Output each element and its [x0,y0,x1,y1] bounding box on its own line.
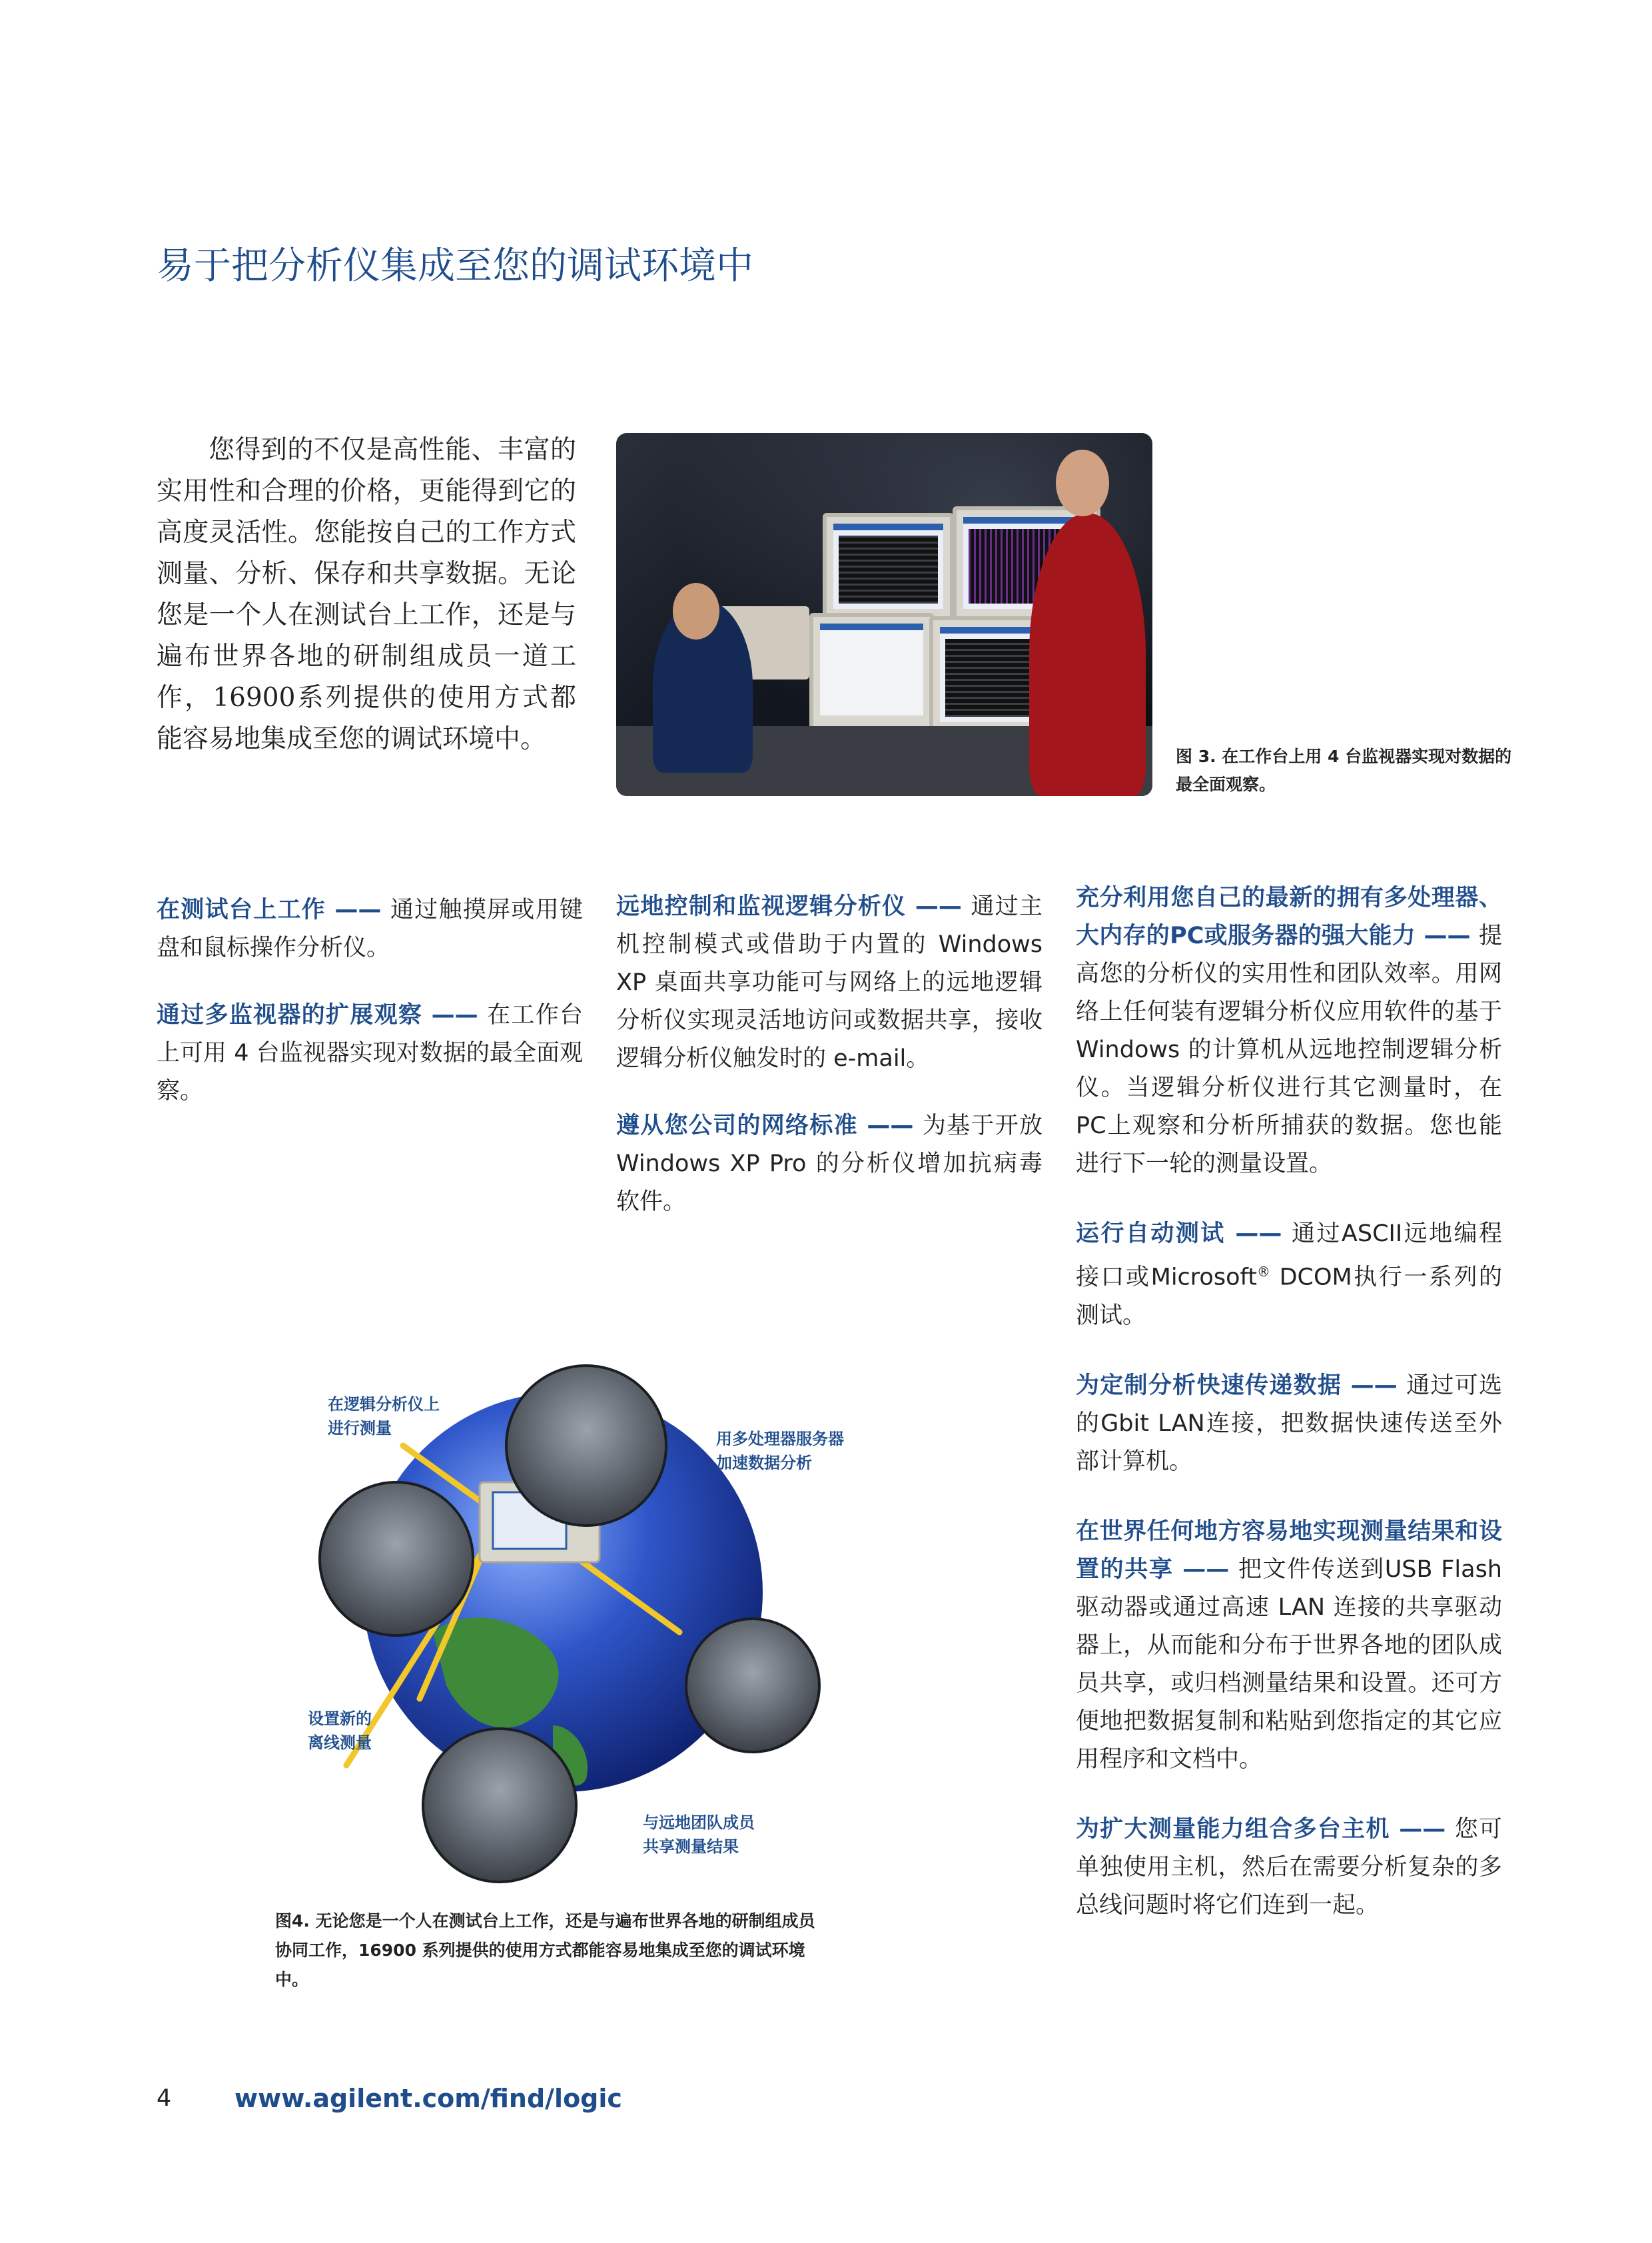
label-share [643,1811,755,1859]
figure3-caption: 图 3. 在工作台上用 4 台监视器实现对数据的最全面观察。 [1176,747,1512,794]
intro-paragraph [157,430,576,760]
feature-multi-monitor [157,997,583,1111]
footer-url[interactable]: www.agilent.com/find/logic [234,2084,622,2113]
figure3-photo [616,433,1152,796]
feature-text: 在工作台上可用 4 台监视器实现对数据的最全面观察。 [157,1002,583,1105]
feature-text: 提高您的分析仪的实用性和团队效率。用网络上任何装有逻辑分析仪应用软件的基于 Windows 的计算机从远地控制逻辑分析仪。当逻辑分析仪进行其它测量时，在PC上观察和分析所捕获的数据。您也能进行下一轮的测量设置。 [1076,923,1502,1177]
monitor-top-left [823,513,954,628]
feature-lead: 运行自动测试 —— [1076,1220,1292,1247]
label-line: 离线测量 [308,1733,372,1752]
engineer-standing-head [1056,450,1109,516]
monitor-bottom-left [809,613,934,734]
label-line: 与远地团队成员 [643,1813,755,1832]
registered-mark: ® [1256,1264,1270,1280]
label-line: 进行测量 [328,1419,392,1438]
feature-lead: 遵从您公司的网络标准 —— [616,1113,923,1139]
column-2 [616,888,1042,1250]
feature-text: 为基于开放 Windows XP Pro 的分析仪增加抗病毒软件。 [616,1113,1042,1215]
label-line: 设置新的 [308,1709,372,1728]
label-offline [308,1707,372,1755]
intro-text: 您得到的不仅是高性能、丰富的实用性和合理的价格，更能得到它的高度灵活性。您能按自己的工作方式测量、分析、保存和共享数据。无论您是一个人在测试台上工作，还是与遍布世界各地的研制组成员一道工作，16900系列提供的使用方式都能容易地集成至您的调试环境中。 [157,435,576,754]
figure4-diagram [266,1352,866,1885]
feature-text: 通过ASCII远地编程接口或Microsoft [1076,1220,1502,1291]
feature-lead: 为扩大测量能力组合多台主机 —— [1076,1815,1455,1843]
page-number: 4 [157,2085,172,2112]
feature-lead: 在世界任何地方容易地实现测量结果和设置的共享 —— [1076,1518,1502,1583]
feature-text: 通过主机控制模式或借助于内置的 Windows XP 桌面共享功能可与网络上的远地逻辑分析仪实现灵活地访问或数据共享，接收逻辑分析仪触发时的 e-mail。 [616,893,1042,1072]
feature-text: 通过可选的Gbit LAN连接，把数据快速传送至外部计算机。 [1076,1372,1502,1475]
feature-lead: 通过多监视器的扩展观察 —— [157,1002,488,1029]
label-line: 加速数据分析 [716,1454,812,1472]
label-server [716,1427,844,1475]
label-line: 在逻辑分析仪上 [328,1395,440,1414]
feature-remote-control [616,888,1042,1078]
feature-benchtop [157,891,583,967]
feature-combine-frames [1076,1811,1502,1925]
column-3 [1076,879,1502,1957]
feature-lead: 在测试台上工作 —— [157,897,390,923]
feature-text: 把文件传送到USB Flash驱动器或通过高速 LAN 连接的共享驱动器上，从而能和分布于世界各地的团队成员共享，或归档测量结果和设置。还可方便地把数据复制和粘贴到您指定的其它应用程序和文档中。 [1076,1556,1502,1773]
feature-lead: 远地控制和监视逻辑分析仪 —— [616,893,971,920]
column-1 [157,891,583,1140]
figure4-caption: 图4. 无论您是一个人在测试台上工作，还是与遍布世界各地的研制组成员协同工作，16900 系列提供的使用方式都能容易地集成至您的调试环境中。 [275,1911,815,1989]
feature-sharing [1076,1513,1502,1779]
page-title: 易于把分析仪集成至您的调试环境中 [157,244,753,288]
label-line: 共享测量结果 [643,1837,739,1856]
engineer-standing [1029,513,1146,796]
engineer-seated-head [673,583,719,640]
feature-pc-power [1076,879,1502,1183]
feature-lead: 充分利用您自己的最新的拥有多处理器、大内存的PC或服务器的强大能力 —— [1076,885,1502,949]
feature-lead: 为定制分析快速传递数据 —— [1076,1372,1407,1399]
label-line: 用多处理器服务器 [716,1430,844,1448]
feature-text: 通过触摸屏或用键盘和鼠标操作分析仪。 [157,897,583,961]
label-measure [328,1392,440,1440]
feature-text: DCOM执行一系列的测试。 [1076,1264,1503,1329]
feature-text: 您可单独使用主机，然后在需要分析复杂的多总线问题时将它们连到一起。 [1076,1815,1502,1919]
feature-automated-test [1076,1215,1502,1335]
feature-fast-data [1076,1367,1502,1481]
feature-network-standards [616,1107,1042,1221]
